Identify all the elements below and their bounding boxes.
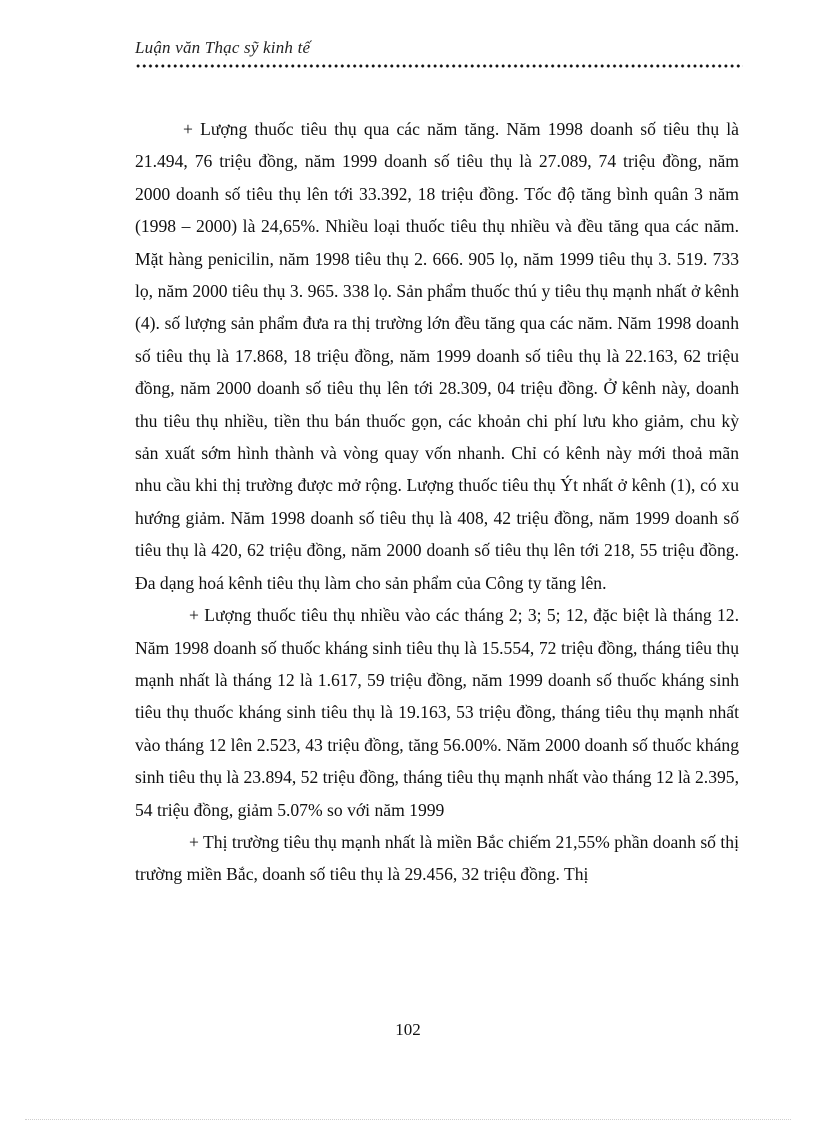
body-text: [135, 113, 739, 891]
page-number: 102: [395, 1020, 421, 1039]
paragraph-regional-market: + Thị trường tiêu thụ mạnh nhất là miền Bắc chiếm 21,55% phần doanh số thị trường miền Bắc, doanh số tiêu thụ là 29.456, 32 triệu đồng. Thị: [135, 831, 739, 885]
page-header: [135, 36, 745, 60]
header-dotted-rule: [135, 64, 743, 68]
paragraph-sales-volume: + Lượng thuốc tiêu thụ qua các năm tăng. Năm 1998 doanh số tiêu thụ là 21.494, 76 triệu đồng, năm 1999 doanh số tiêu thụ là 27.089, 74 triệu đồng, năm 2000 doanh số tiêu thụ lên tới 33.392, 18 triệu đồng. Tốc độ tăng bình quân 3 năm (1998 – 2000) là 24,65%. Nhiều loại thuốc tiêu thụ nhiều và đều tăng qua các năm. Mặt hàng penicilin, năm 1998 tiêu thụ 2. 666. 905 lọ, năm 1999 tiêu thụ 3. 519. 733 lọ, năm 2000 tiêu thụ 3. 965. 338 lọ. Sản phẩm thuốc thú y tiêu thụ mạnh nhất ở kênh (4). số lượng sản phẩm đưa ra thị trường lớn đều tăng qua các năm. Năm 1998 doanh số tiêu thụ là 17.868, 18 triệu đồng, năm 1999 doanh số tiêu thụ là 22.163, 62 triệu đồng, năm 2000 doanh số tiêu thụ lên tới 28.309, 04 triệu đồng. Ở kênh này, doanh thu tiêu thụ nhiều, tiền thu bán thuốc gọn, các khoản chi phí lưu kho giảm, chu kỳ sản xuất sớm hình thành và vòng quay vốn nhanh. Chỉ có kênh này mới thoả mãn nhu cầu khi thị trường được mở rộng. Lượng thuốc tiêu thụ Ýt nhất ở kênh (1), có xu hướng giảm. Năm 1998 doanh số tiêu thụ là 408, 42 triệu đồng, năm 1999 doanh số tiêu thụ là 420, 62 triệu đồng, năm 2000 doanh số tiêu thụ lên tới 218, 55 triệu đồng. Đa dạng hoá kênh tiêu thụ làm cho sản phẩm của Công ty tăng lên.: [135, 119, 739, 593]
bottom-dotted-rule: [25, 1119, 791, 1121]
header-title: Luận văn Thạc sỹ kinh tế: [135, 38, 311, 57]
paragraph-monthly-sales: + Lượng thuốc tiêu thụ nhiều vào các tháng 2; 3; 5; 12, đặc biệt là tháng 12. Năm 1998 doanh số thuốc kháng sinh tiêu thụ là 15.554, 72 triệu đồng, tháng tiêu thụ mạnh nhất là tháng 12 là 1.617, 59 triệu đồng, năm 1999 doanh số thuốc kháng sinh tiêu thụ thuốc kháng sinh tiêu thụ là 19.163, 53 triệu đồng, tháng tiêu thụ mạnh nhất vào tháng 12 lên 2.523, 43 triệu đồng, tăng 56.00%. Năm 2000 doanh số thuốc kháng sinh tiêu thụ là 23.894, 52 triệu đồng, tháng tiêu thụ mạnh nhất vào tháng 12 là 2.395, 54 triệu đồng, giảm 5.07% so với năm 1999: [135, 605, 739, 820]
